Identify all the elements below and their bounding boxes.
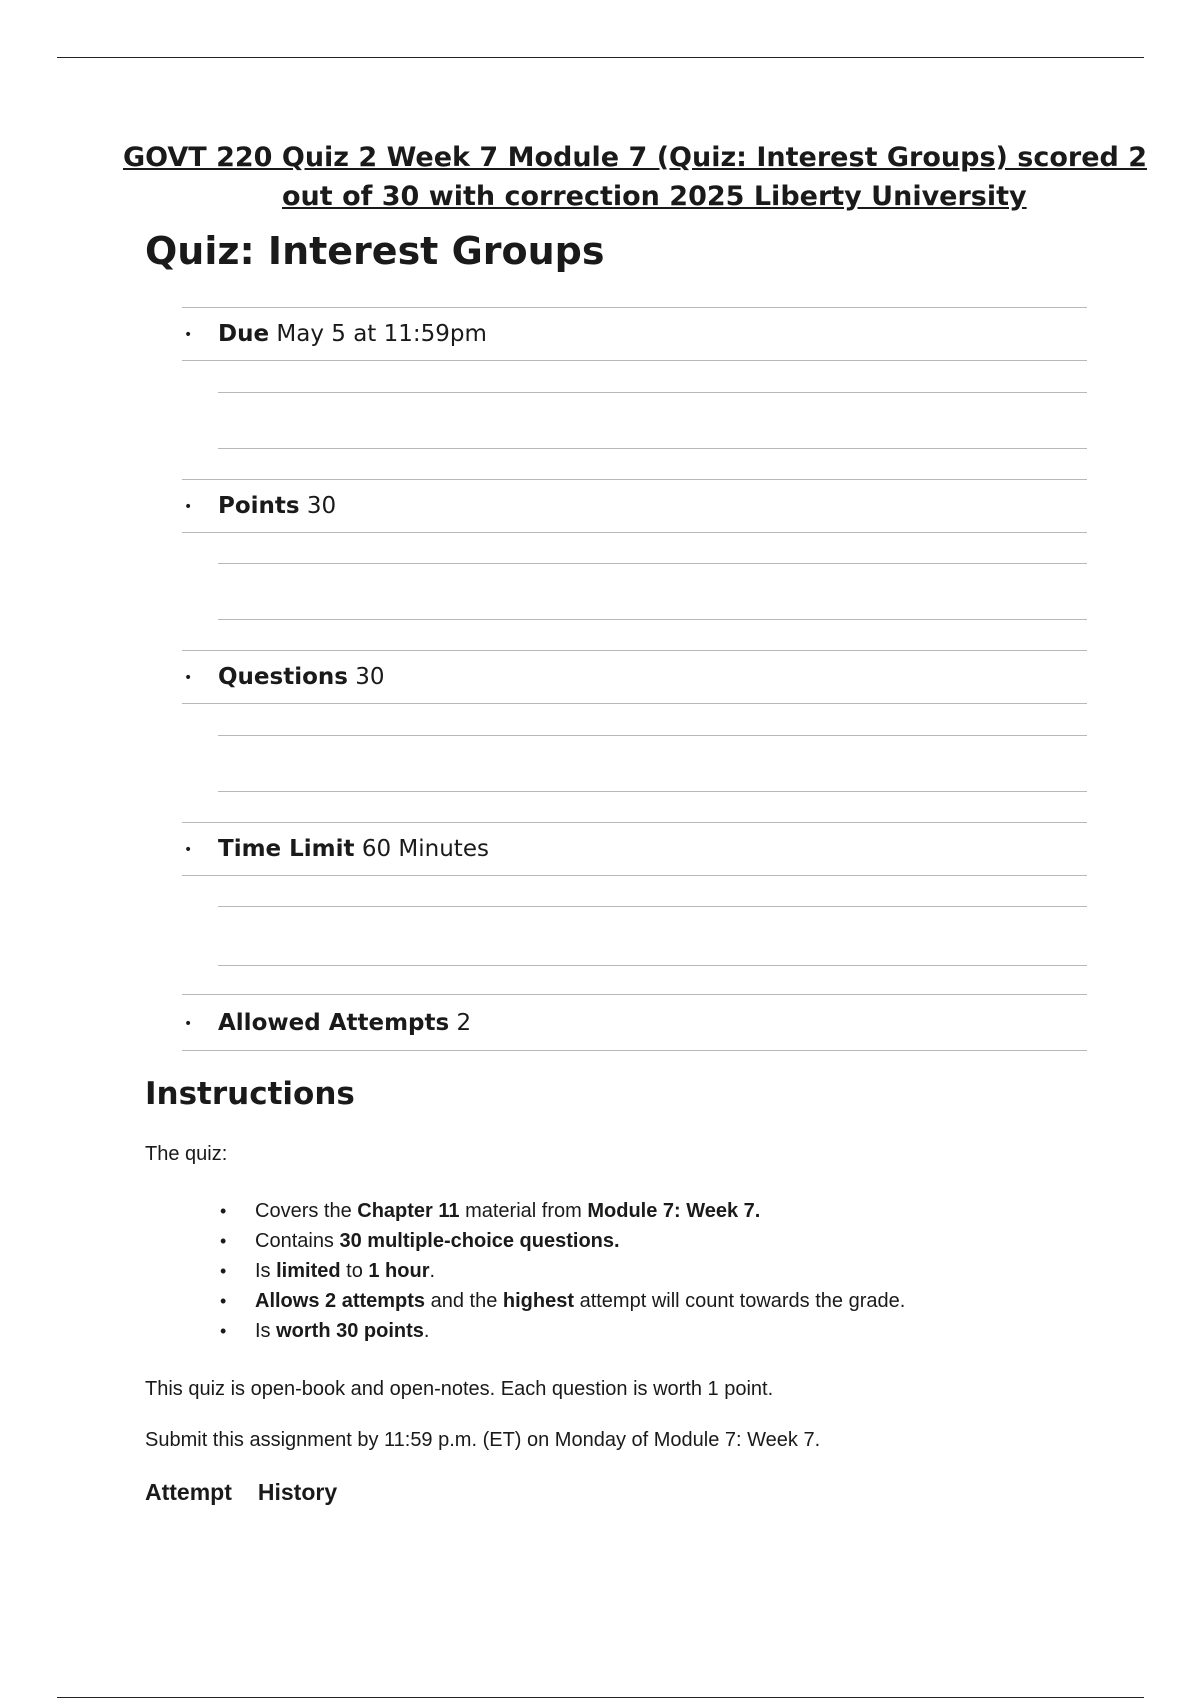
submission-note: Submit this assignment by 11:59 p.m. (ET) on Monday of Module 7: Week 7. xyxy=(145,1429,821,1451)
divider xyxy=(218,735,1087,736)
detail-value: May 5 at 11:59pm xyxy=(276,321,487,347)
bullet-icon: • xyxy=(220,1231,227,1251)
detail-value: 60 Minutes xyxy=(361,836,489,862)
divider xyxy=(218,965,1087,966)
bullet-icon: • xyxy=(220,1321,227,1341)
bottom-rule xyxy=(57,1697,1144,1698)
detail-label: Points xyxy=(218,493,300,519)
top-rule xyxy=(57,57,1144,58)
divider xyxy=(218,563,1087,564)
document-title-line-1: GOVT 220 Quiz 2 Week 7 Module 7 (Quiz: Interest Groups) scored 2 xyxy=(123,142,1148,173)
list-item: • Contains 30 multiple-choice questions. xyxy=(218,1227,905,1257)
list-item: • Allows 2 attempts and the highest attempt will count towards the grade. xyxy=(218,1287,905,1317)
bullet-icon: • xyxy=(184,499,193,515)
instructions-intro: The quiz: xyxy=(145,1143,228,1165)
detail-row xyxy=(182,994,1087,1051)
list-item: • Is limited to 1 hour. xyxy=(218,1257,905,1287)
list-item: • Covers the Chapter 11 material from Module 7: Week 7. xyxy=(218,1197,905,1227)
bullet-icon: • xyxy=(220,1201,227,1221)
divider xyxy=(218,448,1087,449)
detail-row xyxy=(182,479,1087,533)
detail-row xyxy=(182,822,1087,876)
bullet-icon: • xyxy=(184,1016,193,1032)
detail-label: Questions xyxy=(218,664,348,690)
divider xyxy=(218,906,1087,907)
bullet-icon: • xyxy=(184,842,193,858)
document-title-line-2: out of 30 with correction 2025 Liberty University xyxy=(282,181,1027,212)
divider xyxy=(218,619,1087,620)
detail-value: 30 xyxy=(355,664,385,690)
instructions-heading: Instructions xyxy=(145,1076,355,1112)
bullet-icon: • xyxy=(220,1261,227,1281)
detail-label: Time Limit xyxy=(218,836,355,862)
attempt-history-heading: Attempt History xyxy=(145,1479,338,1505)
open-book-note: This quiz is open-book and open-notes. Each question is worth 1 point. xyxy=(145,1378,774,1400)
bullet-icon: • xyxy=(184,327,193,343)
quiz-title: Quiz: Interest Groups xyxy=(145,229,605,273)
detail-row xyxy=(182,650,1087,704)
bullet-icon: • xyxy=(184,670,193,686)
detail-label: Allowed Attempts xyxy=(218,1010,450,1036)
document-title xyxy=(120,138,1200,216)
instructions-list xyxy=(218,1197,905,1347)
detail-value: 2 xyxy=(456,1010,472,1036)
list-item: • Is worth 30 points. xyxy=(218,1317,905,1347)
detail-value: 30 xyxy=(306,493,337,519)
divider xyxy=(218,791,1087,792)
detail-row xyxy=(182,307,1087,361)
bullet-icon: • xyxy=(220,1291,227,1311)
divider xyxy=(218,392,1087,393)
detail-label: Due xyxy=(218,321,270,347)
